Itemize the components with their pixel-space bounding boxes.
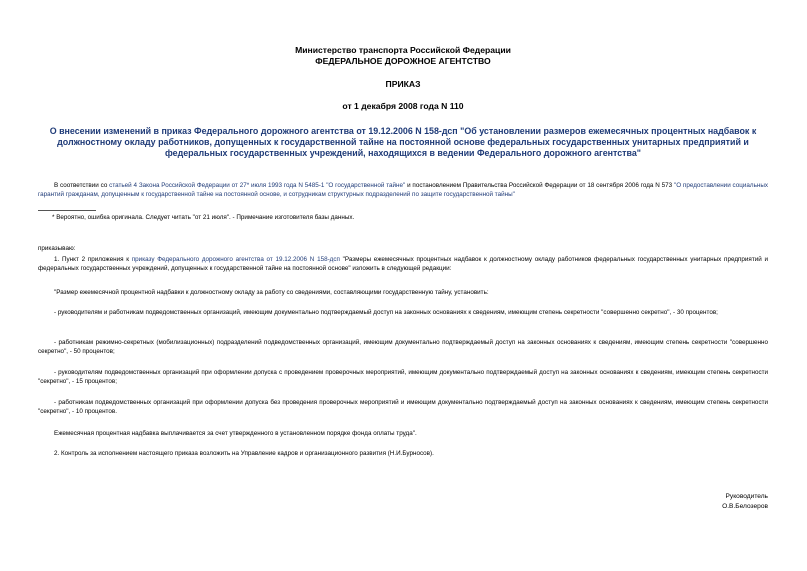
document-title-line-3: федеральных государственных учреждений, находящихся в ведении Федерального дорожного агентства" (164, 148, 641, 158)
document-title-line-2: должностному окладу работников, допущенных к государственной тайне на постоянной основе федеральных государственных унитарных предприятий и (57, 137, 749, 147)
bullet-item: - руководителям подведомственных организаций при оформлении допуска с проведением проверочных мероприятий, имеющим документально подтверждаемый доступ на законных основаниях к сведениям, имеющим степень секретности "секретно", - 15 процентов; (38, 369, 768, 385)
item-2-paragraph: 2. Контроль за исполнением настоящего приказа возложить на Управление кадров и организационного развития (Н.И.Бурносов). (54, 450, 434, 457)
document-date-number: от 1 декабря 2008 года N 110 (342, 101, 464, 111)
document-title-line-1 (38, 126, 768, 137)
title-rest: "Об установлении размеров ежемесячных процентных надбавок к (457, 126, 757, 136)
government-decree-573-link[interactable]: "О предоставлении социальных гарантий гражданам, допущенным к государственной тайне на постоянной основе, и сотрудникам структурных подразделений по защите государственной тайны" (38, 182, 768, 198)
agency-name: ФЕДЕРАЛЬНОЕ ДОРОЖНОЕ АГЕНТСТВО (315, 56, 491, 66)
bullet-item: - работникам подведомственных организаций при оформлении допуска без проведения проверочных мероприятий и имеющим документально подтверждаемый доступ на законных основаниях к сведениям, имеющим степень секретности "секретно", - 10 процентов. (38, 399, 768, 415)
order-word: приказываю: (38, 245, 76, 252)
quote-close: Ежемесячная процентная надбавка выплачивается за счет утвержденного в установленном порядке фонда оплаты труда". (54, 430, 417, 437)
footnote: * Вероятно, ошибка оригинала. Следует читать "от 21 июля". - Примечание изготовителя базы данных. (52, 214, 355, 221)
bullet-item: - руководителям и работникам подведомственных организаций, имеющим документально подтверждаемый доступ на законных основаниях к сведениям, имеющим степень секретности "совершенно секретно", - 30 процентов; (54, 309, 718, 316)
order-158-link[interactable]: приказу Федерального дорожного агентства от 19.12.2006 N 158-дсп (131, 256, 340, 263)
document-type: ПРИКАЗ (385, 79, 421, 89)
signature-name: О.В.Белозеров (722, 503, 768, 510)
title-prefix: О внесении изменений в (49, 126, 162, 136)
ministry-name: Министерство транспорта Российской Федерации (295, 45, 511, 55)
quote-intro: "Размер ежемесячной процентной надбавки к должностному окладу за работу со сведениями, составляющими государственную тайну, установить: (54, 289, 489, 296)
preamble-paragraph: В соответствии со статьей 4 Закона Российской Федерации от 27* июля 1993 года N 5485-1 "О государственной тайне" и постановлением Правительства Российской Федерации от 18 сентября 2006 года N 573 "О предоставлении социальных гарантий гражданам, допущенным к государственной тайне на постоянной основе, и сотрудникам структурных подразделений по защите государственной тайны" (38, 182, 768, 198)
footnote-divider (38, 210, 96, 211)
title-link-order-158[interactable]: приказ Федерального дорожного агентства от 19.12.2006 N 158-дсп (161, 126, 458, 136)
signature-role: Руководитель (725, 493, 768, 500)
bullet-item: - работникам режимно-секретных (мобилизационных) подразделений подведомственных организаций, имеющим документально подтверждаемый доступ на законных основаниях к сведениям, имеющим степень секретности "совершенно секретно", - 50 процентов; (38, 339, 768, 355)
item-1-paragraph: 1. Пункт 2 приложения к приказу Федерального дорожного агентства от 19.12.2006 N 158-дсп "Размеры ежемесячных процентных надбавок к должностному окладу работников федеральных государственных унитарных предприятий и федеральных государственных учреждений, допущенных к государственной тайне на постоянной основе" изложить в следующей редакции: (38, 256, 769, 272)
law-article-4-link[interactable]: статьей 4 Закона Российской Федерации от 27* июля 1993 года N 5485-1 "О государственной тайне" (109, 182, 406, 189)
